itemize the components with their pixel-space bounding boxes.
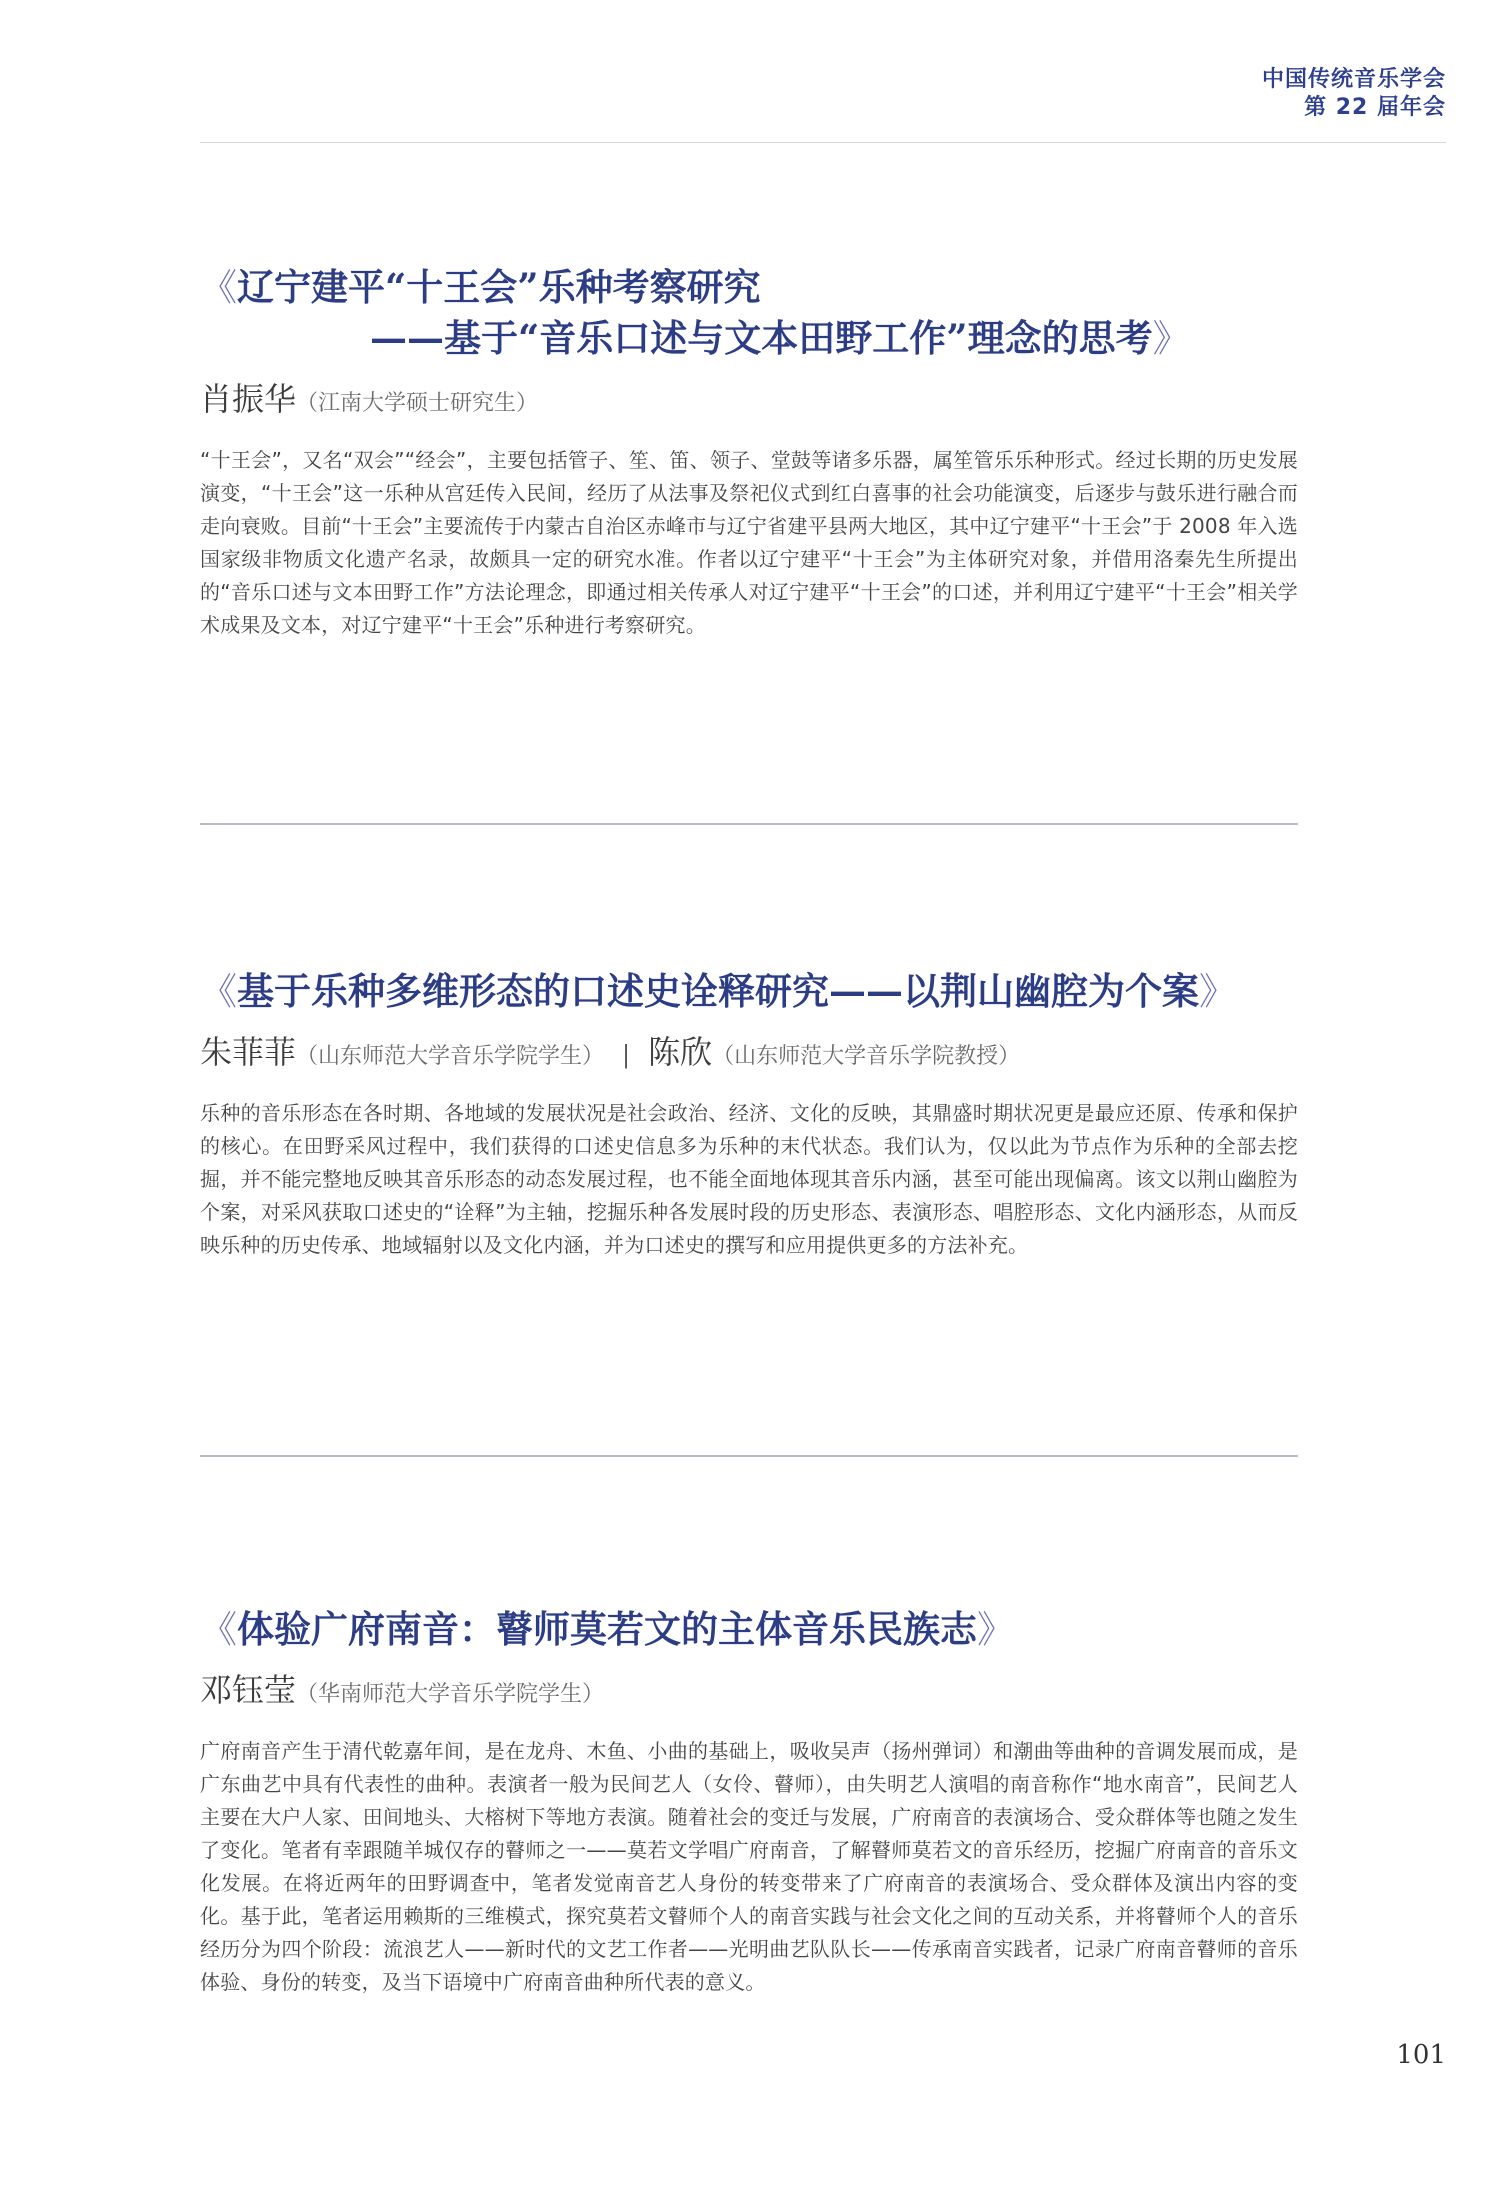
article-1 <box>200 262 1298 662</box>
section-divider <box>200 1455 1298 1457</box>
title-close-bracket: 》 <box>977 1608 1014 1651</box>
header-conference-edition: 第 22 届年会 <box>1304 95 1446 120</box>
author-affiliation: （华南师范大学音乐学院学生） <box>296 1682 605 1707</box>
title-close-bracket: 》 <box>1152 317 1190 360</box>
byline <box>200 374 1298 420</box>
byline <box>200 1665 1298 1711</box>
title-line-2: ——基于“音乐口述与文本田野工作”理念的思考 <box>370 316 1153 360</box>
article-3 <box>200 1604 1298 2019</box>
author-name: 邓钰莹 <box>200 1671 297 1709</box>
article-2 <box>200 966 1298 1282</box>
title-open-bracket: 《 <box>200 970 237 1013</box>
author-affiliation: （江南大学硕士研究生） <box>296 391 539 416</box>
article-title <box>200 1604 1298 1655</box>
title-line-1: 基于乐种多维形态的口述史诠释研究——以荆山幽腔为个案 <box>237 969 1199 1013</box>
author-name: 肖振华 <box>200 380 297 418</box>
byline <box>200 1027 1298 1073</box>
page-number: 101 <box>1396 2040 1446 2070</box>
abstract: 乐种的音乐形态在各时期、各地域的发展状况是社会政治、经济、文化的反映，其鼎盛时期状况更是最应还原、传承和保护的核心。在田野采风过程中，我们获得的口述史信息多为乐种的末代状态。我们认为，仅以此为节点作为乐种的全部去挖掘，并不能完整地反映其音乐形态的动态发展过程，也不能全面地体现其音乐内涵，甚至可能出现偏离。该文以荆山幽腔为个案，对采风获取口述史的“诠释”为主轴，挖掘乐种各发展时段的历史形态、表演形态、唱腔形态、文化内涵形态，从而反映乐种的历史传承、地域辐射以及文化内涵，并为口述史的撰写和应用提供更多的方法补充。 <box>200 1101 1298 1257</box>
title-line-1: 体验广府南音：瞽师莫若文的主体音乐民族志 <box>237 1607 977 1651</box>
title-open-bracket: 《 <box>200 266 237 309</box>
article-title <box>200 262 1298 364</box>
title-close-bracket: 》 <box>1199 970 1236 1013</box>
author-name: 朱菲菲 <box>200 1033 297 1071</box>
running-header <box>1262 66 1446 122</box>
author-affiliation: （山东师范大学音乐学院教授） <box>712 1044 1021 1069</box>
abstract: “十王会”，又名“双会”“经会”，主要包括管子、笙、笛、领子、堂鼓等诸多乐器，属笙管乐乐种形式。经过长期的历史发展演变，“十王会”这一乐种从宫廷传入民间，经历了从法事及祭祀仪式到红白喜事的社会功能演变，后逐步与鼓乐进行融合而走向衰败。目前“十王会”主要流传于内蒙古自治区赤峰市与辽宁省建平县两大地区，其中辽宁建平“十王会”于 2008 年入选国家级非物质文化遗产名录，故颇具一定的研究水准。作者以辽宁建平“十王会”为主体研究对象，并借用洛秦先生所提出的“音乐口述与文本田野工作”方法论理念，即通过相关传承人对辽宁建平“十王会”的口述，并利用辽宁建平“十王会”相关学术成果及文本，对辽宁建平“十王会”乐种进行考察研究。 <box>200 448 1298 637</box>
author-name: 陈欣 <box>648 1033 713 1071</box>
title-line-1: 辽宁建平“十王会”乐种考察研究 <box>237 265 761 309</box>
title-open-bracket: 《 <box>200 1608 237 1651</box>
header-divider <box>200 142 1446 143</box>
abstract: 广府南音产生于清代乾嘉年间，是在龙舟、木鱼、小曲的基础上，吸收吴声（扬州弹词）和潮曲等曲种的音调发展而成，是广东曲艺中具有代表性的曲种。表演者一般为民间艺人（女伶、瞽师），由失明艺人演唱的南音称作“地水南音”，民间艺人主要在大户人家、田间地头、大榕树下等地方表演。随着社会的变迁与发展，广府南音的表演场合、受众群体等也随之发生了变化。笔者有幸跟随羊城仅存的瞽师之一——莫若文学唱广府南音，了解瞽师莫若文的音乐经历，挖掘广府南音的音乐文化发展。在将近两年的田野调查中，笔者发觉南音艺人身份的转变带来了广府南音的表演场合、受众群体及演出内容的变化。基于此，笔者运用赖斯的三维模式，探究莫若文瞽师个人的南音实践与社会文化之间的互动关系，并将瞽师个人的音乐经历分为四个阶段：流浪艺人——新时代的文艺工作者——光明曲艺队队长——传承南音实践者，记录广府南音瞽师的音乐体验、身份的转变，及当下语境中广府南音曲种所代表的意义。 <box>200 1739 1298 1994</box>
article-title <box>200 966 1298 1017</box>
author-affiliation: （山东师范大学音乐学院学生） <box>296 1044 605 1069</box>
header-society-name: 中国传统音乐学会 <box>1261 67 1446 92</box>
section-divider <box>200 823 1298 825</box>
author-separator: | <box>622 1041 631 1069</box>
